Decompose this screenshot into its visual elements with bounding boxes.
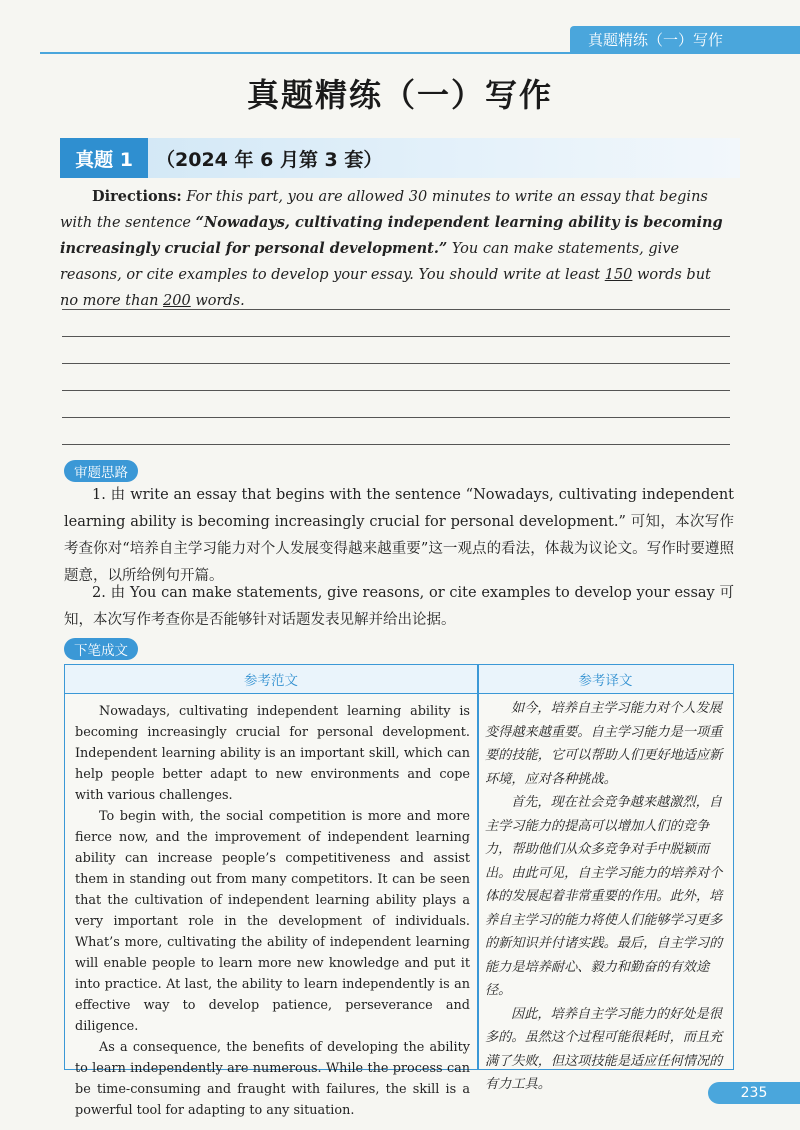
analysis-badge: 审题思路 — [64, 460, 138, 482]
page-number: 235 — [708, 1082, 800, 1104]
min-words: 150 — [604, 267, 633, 283]
answer-line — [62, 390, 730, 391]
translation-paragraph: 如今，培养自主学习能力对个人发展变得越来越重要。自主学习能力是一项重要的技能，它可以帮助人们更好地适应新环境，应对各种挑战。 — [485, 701, 723, 787]
question-source: （2024 年 6 月第 3 套） — [156, 149, 383, 171]
translation-paragraph: 首先，现在社会竞争越来越激烈，自主学习能力的提高可以增加人们的竞争力，帮助他们从众多竞争对手中脱颖而出。由此可见，自主学习能力的培养对个体的发展起着非常重要的作用。此外，培养自主学习的能力将使人们能够学习更多的新知识并付诸实践。最后，自主学习的能力是培养耐心、毅力和勤奋的有效途径。 — [485, 795, 723, 998]
directions-text-1: For this part, you are allowed 30 minutes to write an essay that begins with the sentence — [60, 189, 708, 231]
answer-line — [62, 309, 730, 310]
essay-paragraph: Nowadays, cultivating independent learning ability is becoming increasingly crucial for personal development. Independent learning ability is an important skill, which can help people better adapt to new environments and cope with various challenges. — [75, 704, 470, 803]
column-header-chinese: 参考译文 — [578, 673, 633, 689]
page-title: 真题精练（一）写作 — [246, 76, 553, 114]
essay-paragraph: To begin with, the social competition is more and more fierce now, and the improvement of independent learning ability can increase people’s competitiveness and assist them in standing out from many competitors. It can be seen that the cultivation of independent learning ability plays a very important role in the development of individuals. What’s more, cultivating the ability of independent learning will enable people to learn more new knowledge and put it into practice. At last, the ability to learn independently is an effective way to develop patience, perseverance and diligence. — [75, 809, 470, 1034]
column-header-english: 参考范文 — [244, 673, 298, 689]
directions-text-2: You can make statements, give reasons, or cite examples to develop your essay. You should write at least — [60, 241, 680, 283]
directions-text-3: words but no more than — [60, 267, 711, 309]
answer-line — [62, 417, 730, 418]
essay-table — [64, 664, 734, 1118]
directions-sentence: “Nowadays, cultivating independent learning ability is becoming increasingly crucial for personal development.” — [60, 214, 723, 257]
column-divider — [477, 665, 479, 1069]
sample-essay — [75, 701, 470, 1121]
directions-lead: Directions: — [92, 188, 182, 205]
answer-line — [62, 363, 730, 364]
translation — [485, 697, 727, 1097]
max-words: 200 — [163, 293, 191, 309]
directions-paragraph — [60, 184, 730, 314]
analysis-point-2: 2. 由 You can make statements, give reasons, or cite examples to develop your essay 可知，本次写作考查你是否能够针对话题发表见解并给出论据。 — [64, 585, 734, 628]
answer-line — [62, 444, 730, 445]
analysis-point-1: 1. 由 write an essay that begins with the sentence “Nowadays, cultivating independent learning ability is becoming increasingly crucial for personal development.” 可知，本次写作考查你对“培养自主学习能力对个人发展变得越来越重要”这一观点的看法，体裁为议论文。写作时要遵照题意，以所给例句开篇。 — [64, 487, 734, 584]
writing-badge: 下笔成文 — [64, 638, 138, 660]
question-label: 真题 1 — [60, 138, 148, 178]
translation-paragraph: 因此，培养自主学习能力的好处是很多的。虽然这个过程可能很耗时，而且充满了失败，但这项技能是适应任何情况的有力工具。 — [485, 1006, 723, 1092]
header-divider — [40, 52, 800, 54]
essay-paragraph: As a consequence, the benefits of developing the ability to learn independently are numerous. While the process can be time-consuming and fraught with failures, the skill is a powerful tool for adapting to any situation. — [75, 1040, 470, 1118]
directions-text-4: words. — [190, 293, 245, 309]
section-header-tab: 真题精练（一）写作 — [570, 26, 800, 52]
answer-line — [62, 336, 730, 337]
